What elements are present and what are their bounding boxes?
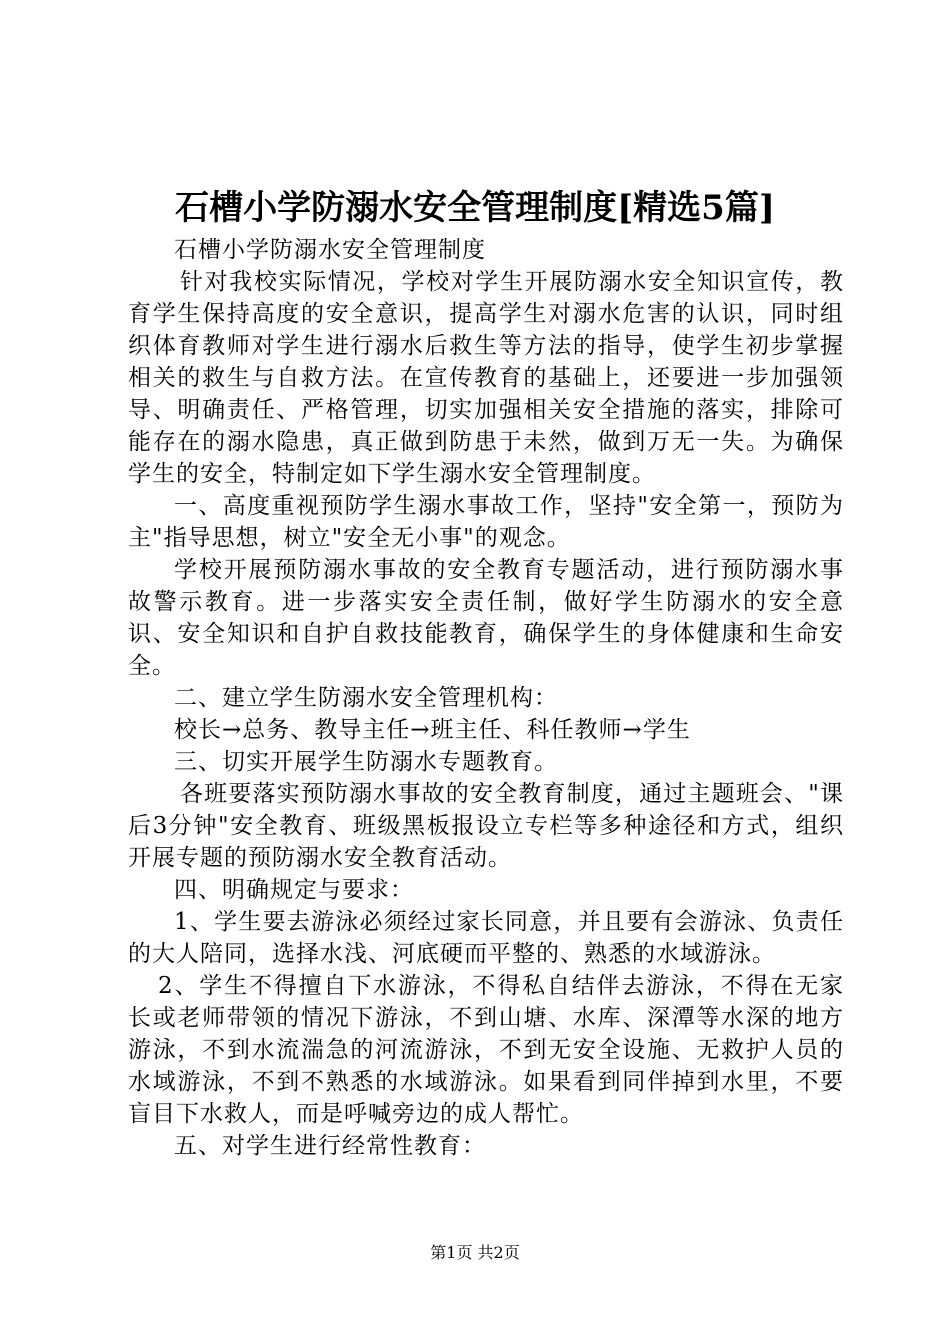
section-1-paragraph: 一、高度重视预防学生溺水事故工作，坚持"安全第一，预防为主"指导思想，树立"安全无小事"的观念。 [128,493,844,551]
document-title: 石槽小学防溺水安全管理制度[精选5篇] [175,188,775,228]
page-footer: 第1页 共2页 [430,1243,520,1262]
section-4-heading: 四、明确规定与要求： [174,877,414,903]
section-3-heading: 三、切实开展学生防溺水专题教育。 [174,749,558,775]
subtitle-paragraph: 石槽小学防溺水安全管理制度 [174,237,486,263]
document-body [128,234,844,1162]
section-5-heading: 五、对学生进行经常性教育： [174,1133,486,1159]
rule-2-paragraph: 2、学生不得擅自下水游泳，不得私自结伴去游泳，不得在无家长或老师带领的情况下游泳，不到山塘、水库、深潭等水深的地方游泳，不到水流湍急的河流游泳，不到无安全设施、无救护人员的水域游泳，不到不熟悉的水域游泳。如果看到同伴掉到水里，不要盲目下水救人，而是呼喊旁边的成人帮忙。 [128,973,844,1127]
rule-1-paragraph: 1、学生要去游泳必须经过家长同意，并且要有会游泳、负责任的大人陪同，选择水浅、河底硬而平整的、熟悉的水域游泳。 [128,909,844,967]
section-2-heading: 二、建立学生防溺水安全管理机构： [174,685,558,711]
organization-chain: 校长→总务、教导主任→班主任、科任教师→学生 [174,717,691,743]
intro-paragraph: 针对我校实际情况，学校对学生开展防溺水安全知识宣传，教育学生保持高度的安全意识，提高学生对溺水危害的认识，同时组织体育教师对学生进行溺水后救生等方法的指导，使学生初步掌握相关的救生与自救方法。在宣传教育的基础上，还要进一步加强领导、明确责任、严格管理，切实加强相关安全措施的落实，排除可能存在的溺水隐患，真正做到防患于未然，做到万无一失。为确保学生的安全，特制定如下学生溺水安全管理制度。 [128,269,844,487]
section-1-detail-paragraph: 学校开展预防溺水事故的安全教育专题活动，进行预防溺水事故警示教育。进一步落实安全责任制，做好学生防溺水的安全意识、安全知识和自护自救技能教育，确保学生的身体健康和生命安全。 [128,557,844,679]
section-3-detail-paragraph: 各班要落实预防溺水事故的安全教育制度，通过主题班会、"课后3分钟"安全教育、班级黑板报设立专栏等多种途径和方式，组织开展专题的预防溺水安全教育活动。 [128,781,844,871]
